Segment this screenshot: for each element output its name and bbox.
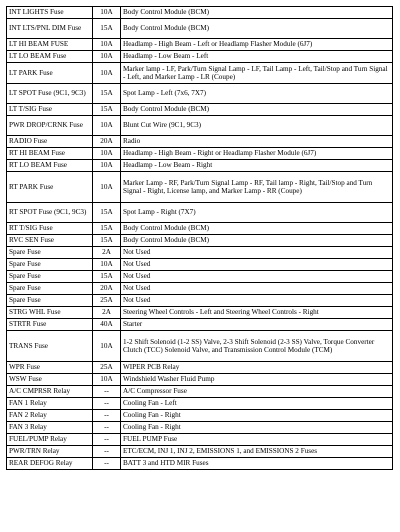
fuse-name-cell: LT SPOT Fuse (9C1, 9C3) (7, 84, 93, 104)
fuse-description-cell: Blunt Cut Wire (9C1, 9C3) (121, 116, 393, 136)
fuse-row (7, 7, 393, 19)
fuse-description-cell: Headlamp - High Beam - Left or Headlamp Flasher Module (6J7) (121, 39, 393, 51)
fuse-rating-cell: 10A (93, 259, 121, 271)
fuse-row (7, 283, 393, 295)
fuse-rating-cell: 2A (93, 247, 121, 259)
fuse-description-cell: Spot Lamp - Left (7x6, 7X7) (121, 84, 393, 104)
fuse-name-cell: RT SPOT Fuse (9C1, 9C3) (7, 203, 93, 223)
fuse-name-cell: STRG WHL Fuse (7, 307, 93, 319)
fuse-rating-cell: 15A (93, 19, 121, 39)
fuse-rating-cell: -- (93, 398, 121, 410)
fuse-row (7, 434, 393, 446)
fuse-description-cell: Not Used (121, 295, 393, 307)
fuse-name-cell: RT HI BEAM Fuse (7, 148, 93, 160)
fuse-row (7, 84, 393, 104)
fuse-description-cell: FUEL PUMP Fuse (121, 434, 393, 446)
fuse-description-cell: Body Control Module (BCM) (121, 7, 393, 19)
fuse-name-cell: LT T/SIG Fuse (7, 104, 93, 116)
fuse-row (7, 223, 393, 235)
fuse-name-cell: INT LTS/PNL DIM Fuse (7, 19, 93, 39)
fuse-name-cell: FAN 1 Relay (7, 398, 93, 410)
fuse-row (7, 307, 393, 319)
fuse-name-cell: REAR DEFOG Relay (7, 458, 93, 470)
fuse-row (7, 63, 393, 84)
fuse-row (7, 235, 393, 247)
fuse-rating-cell: 10A (93, 172, 121, 203)
fuse-description-cell: Not Used (121, 283, 393, 295)
fuse-name-cell: RT PARK Fuse (7, 172, 93, 203)
fuse-rating-cell: -- (93, 446, 121, 458)
fuse-description-cell: BATT 3 and HTD MIR Fuses (121, 458, 393, 470)
fuse-description-cell: Cooling Fan - Left (121, 398, 393, 410)
fuse-name-cell: LT PARK Fuse (7, 63, 93, 84)
fuse-name-cell: Spare Fuse (7, 271, 93, 283)
fuse-rating-cell: 10A (93, 331, 121, 362)
fuse-name-cell: A/C CMPRSR Relay (7, 386, 93, 398)
fuse-table (6, 6, 393, 470)
fuse-rating-cell: 10A (93, 160, 121, 172)
fuse-row (7, 148, 393, 160)
fuse-name-cell: RT T/SIG Fuse (7, 223, 93, 235)
fuse-description-cell: Body Control Module (BCM) (121, 235, 393, 247)
fuse-name-cell: WSW Fuse (7, 374, 93, 386)
fuse-row (7, 259, 393, 271)
fuse-name-cell: INT LIGHTS Fuse (7, 7, 93, 19)
fuse-description-cell: Radio (121, 136, 393, 148)
fuse-row (7, 271, 393, 283)
fuse-name-cell: LT HI BEAM FUSE (7, 39, 93, 51)
fuse-row (7, 172, 393, 203)
fuse-description-cell: Headlamp - High Beam - Right or Headlamp Flasher Module (6J7) (121, 148, 393, 160)
fuse-description-cell: Marker Lamp - RF, Park/Turn Signal Lamp - RF, Tail lamp - Right, Tail/Stop and Turn Signal - Right, License lamp, and Marker Lamp - RR (Coupe) (121, 172, 393, 203)
fuse-rating-cell: 25A (93, 295, 121, 307)
fuse-rating-cell: 15A (93, 84, 121, 104)
fuse-name-cell: RADIO Fuse (7, 136, 93, 148)
fuse-rating-cell: 40A (93, 319, 121, 331)
fuse-row (7, 247, 393, 259)
fuse-row (7, 136, 393, 148)
fuse-row (7, 203, 393, 223)
fuse-row (7, 39, 393, 51)
fuse-rating-cell: 15A (93, 203, 121, 223)
fuse-rating-cell: 10A (93, 63, 121, 84)
fuse-row (7, 104, 393, 116)
fuse-description-cell: Starter (121, 319, 393, 331)
fuse-description-cell: Cooling Fan - Right (121, 422, 393, 434)
fuse-description-cell: Steering Wheel Controls - Left and Steering Wheel Controls - Right (121, 307, 393, 319)
fuse-rating-cell: -- (93, 422, 121, 434)
fuse-row (7, 458, 393, 470)
fuse-description-cell: A/C Compressor Fuse (121, 386, 393, 398)
fuse-rating-cell: 20A (93, 283, 121, 295)
fuse-description-cell: Body Control Module (BCM) (121, 223, 393, 235)
fuse-description-cell: Not Used (121, 247, 393, 259)
fuse-name-cell: Spare Fuse (7, 295, 93, 307)
fuse-row (7, 446, 393, 458)
fuse-name-cell: WPR Fuse (7, 362, 93, 374)
fuse-name-cell: Spare Fuse (7, 283, 93, 295)
fuse-description-cell: Cooling Fan - Right (121, 410, 393, 422)
fuse-description-cell: Body Control Module (BCM) (121, 104, 393, 116)
fuse-row (7, 319, 393, 331)
fuse-row (7, 374, 393, 386)
fuse-name-cell: RVC SEN Fuse (7, 235, 93, 247)
fuse-rating-cell: 10A (93, 51, 121, 63)
fuse-name-cell: PWR/TRN Relay (7, 446, 93, 458)
fuse-rating-cell: 15A (93, 235, 121, 247)
fuse-description-cell: Not Used (121, 259, 393, 271)
fuse-name-cell: PWR DROP/CRNK Fuse (7, 116, 93, 136)
fuse-row (7, 295, 393, 307)
fuse-rating-cell: -- (93, 386, 121, 398)
fuse-description-cell: ETC/ECM, INJ 1, INJ 2, EMISSIONS 1, and EMISSIONS 2 Fuses (121, 446, 393, 458)
fuse-name-cell: STRTR Fuse (7, 319, 93, 331)
fuse-name-cell: Spare Fuse (7, 247, 93, 259)
fuse-name-cell: FUEL/PUMP Relay (7, 434, 93, 446)
fuse-row (7, 362, 393, 374)
fuse-rating-cell: 10A (93, 7, 121, 19)
fuse-rating-cell: -- (93, 410, 121, 422)
fuse-rating-cell: 25A (93, 362, 121, 374)
fuse-description-cell: Not Used (121, 271, 393, 283)
fuse-description-cell: Windshield Washer Fluid Pump (121, 374, 393, 386)
fuse-name-cell: FAN 2 Relay (7, 410, 93, 422)
fuse-name-cell: LT LO BEAM Fuse (7, 51, 93, 63)
fuse-name-cell: TRANS Fuse (7, 331, 93, 362)
fuse-rating-cell: 10A (93, 39, 121, 51)
fuse-row (7, 51, 393, 63)
fuse-description-cell: Body Control Module (BCM) (121, 19, 393, 39)
fuse-row (7, 116, 393, 136)
fuse-description-cell: Marker lamp - LF, Park/Turn Signal Lamp - LF, Tail Lamp - Left, Tail/Stop and Turn Signal - Left, and Marker Lamp - LR (Coupe) (121, 63, 393, 84)
fuse-name-cell: Spare Fuse (7, 259, 93, 271)
fuse-rating-cell: 15A (93, 104, 121, 116)
fuse-rating-cell: -- (93, 458, 121, 470)
fuse-name-cell: FAN 3 Relay (7, 422, 93, 434)
fuse-rating-cell: 15A (93, 271, 121, 283)
fuse-description-cell: 1-2 Shift Solenoid (1-2 SS) Valve, 2-3 Shift Solenoid (2-3 SS) Valve, Torque Converter Clutch (TCC) Solenoid Valve, and Transmission Control Module (TCM) (121, 331, 393, 362)
fuse-row (7, 422, 393, 434)
fuse-rating-cell: 20A (93, 136, 121, 148)
fuse-table-body (7, 7, 393, 470)
fuse-row (7, 386, 393, 398)
fuse-description-cell: WIPER PCB Relay (121, 362, 393, 374)
fuse-row (7, 410, 393, 422)
fuse-description-cell: Spot Lamp - Right (7X7) (121, 203, 393, 223)
fuse-row (7, 160, 393, 172)
fuse-rating-cell: 2A (93, 307, 121, 319)
fuse-row (7, 331, 393, 362)
fuse-name-cell: RT LO BEAM Fuse (7, 160, 93, 172)
fuse-rating-cell: 10A (93, 148, 121, 160)
fuse-rating-cell: 10A (93, 374, 121, 386)
fuse-row (7, 19, 393, 39)
fuse-description-cell: Headlamp - Low Beam - Left (121, 51, 393, 63)
fuse-rating-cell: -- (93, 434, 121, 446)
fuse-rating-cell: 15A (93, 223, 121, 235)
fuse-row (7, 398, 393, 410)
fuse-rating-cell: 10A (93, 116, 121, 136)
fuse-description-cell: Headlamp - Low Beam - Right (121, 160, 393, 172)
